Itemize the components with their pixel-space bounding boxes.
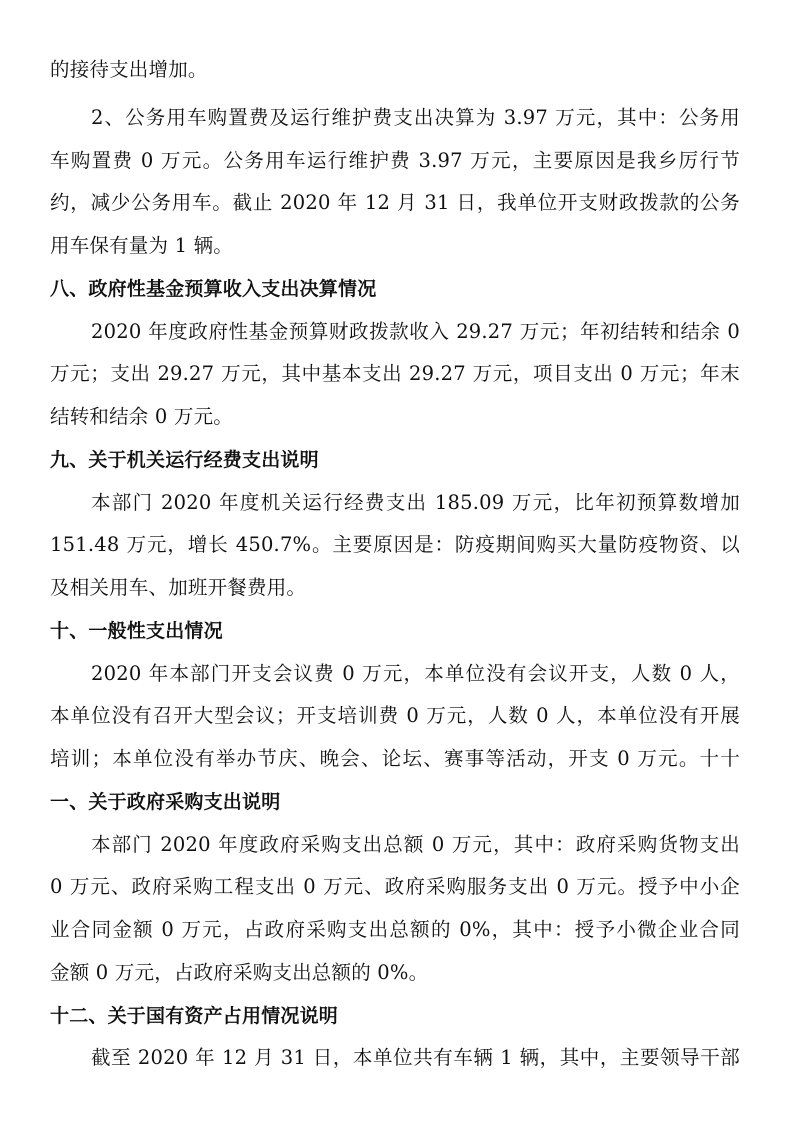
paragraph-line: 及相关用车、加班开餐费用。 (50, 576, 307, 599)
section-heading: 九、关于机关运行经费支出说明 (50, 449, 319, 471)
paragraph-line: 业合同金额 0 万元，占政府采购支出总额的 0%，其中：授予小微企业合同 (50, 918, 740, 941)
paragraph-line: 本单位没有召开大型会议；开支培训费 0 万元，人数 0 人，本单位没有开展 (50, 704, 740, 727)
paragraph-line: 2、公务用车购置费及运行维护费支出决算为 3.97 万元，其中：公务用 (91, 106, 740, 129)
paragraph-line: 本部门 2020 年度机关运行经费支出 185.09 万元，比年初预算数增加 (91, 491, 740, 514)
section-heading: 一、关于政府采购支出说明 (50, 791, 281, 813)
paragraph-line: 2020 年本部门开支会议费 0 万元，本单位没有会议开支，人数 0 人， (91, 662, 740, 685)
section-heading: 八、政府性基金预算收入支出决算情况 (50, 278, 377, 300)
paragraph-line: 金额 0 万元，占政府采购支出总额的 0%。 (50, 961, 429, 984)
section-heading: 十、一般性支出情况 (50, 620, 223, 642)
paragraph-line: 约，减少公务用车。截止 2020 年 12 月 31 日，我单位开支财政拨款的公务 (50, 191, 740, 214)
section-heading: 十二、关于国有资产占用情况说明 (50, 1005, 339, 1027)
paragraph-line: 万元；支出 29.27 万元，其中基本支出 29.27 万元，项目支出 0 万元；年末 (50, 362, 740, 385)
paragraph-line: 本部门 2020 年度政府采购支出总额 0 万元，其中：政府采购货物支出 (91, 833, 740, 856)
paragraph-line: 车购置费 0 万元。公务用车运行维护费 3.97 万元，主要原因是我乡厉行节 (50, 149, 740, 172)
paragraph-line: 培训；本单位没有举办节庆、晚会、论坛、赛事等活动，开支 0 万元。十十 (50, 747, 740, 770)
paragraph-line: 用车保有量为 1 辆。 (50, 234, 234, 257)
paragraph-line: 0 万元、政府采购工程支出 0 万元、政府采购服务支出 0 万元。授予中小企 (50, 875, 740, 898)
paragraph-line: 2020 年度政府性基金预算财政拨款收入 29.27 万元；年初结转和结余 0 (91, 320, 740, 343)
paragraph-line: 的接待支出增加。 (50, 58, 208, 81)
paragraph-line: 151.48 万元，增长 450.7%。主要原因是：防疫期间购买大量防疫物资、以 (50, 533, 740, 556)
paragraph-line: 结转和结余 0 万元。 (50, 405, 234, 428)
paragraph-line: 截至 2020 年 12 月 31 日，本单位共有车辆 1 辆，其中，主要领导干部 (91, 1046, 740, 1069)
